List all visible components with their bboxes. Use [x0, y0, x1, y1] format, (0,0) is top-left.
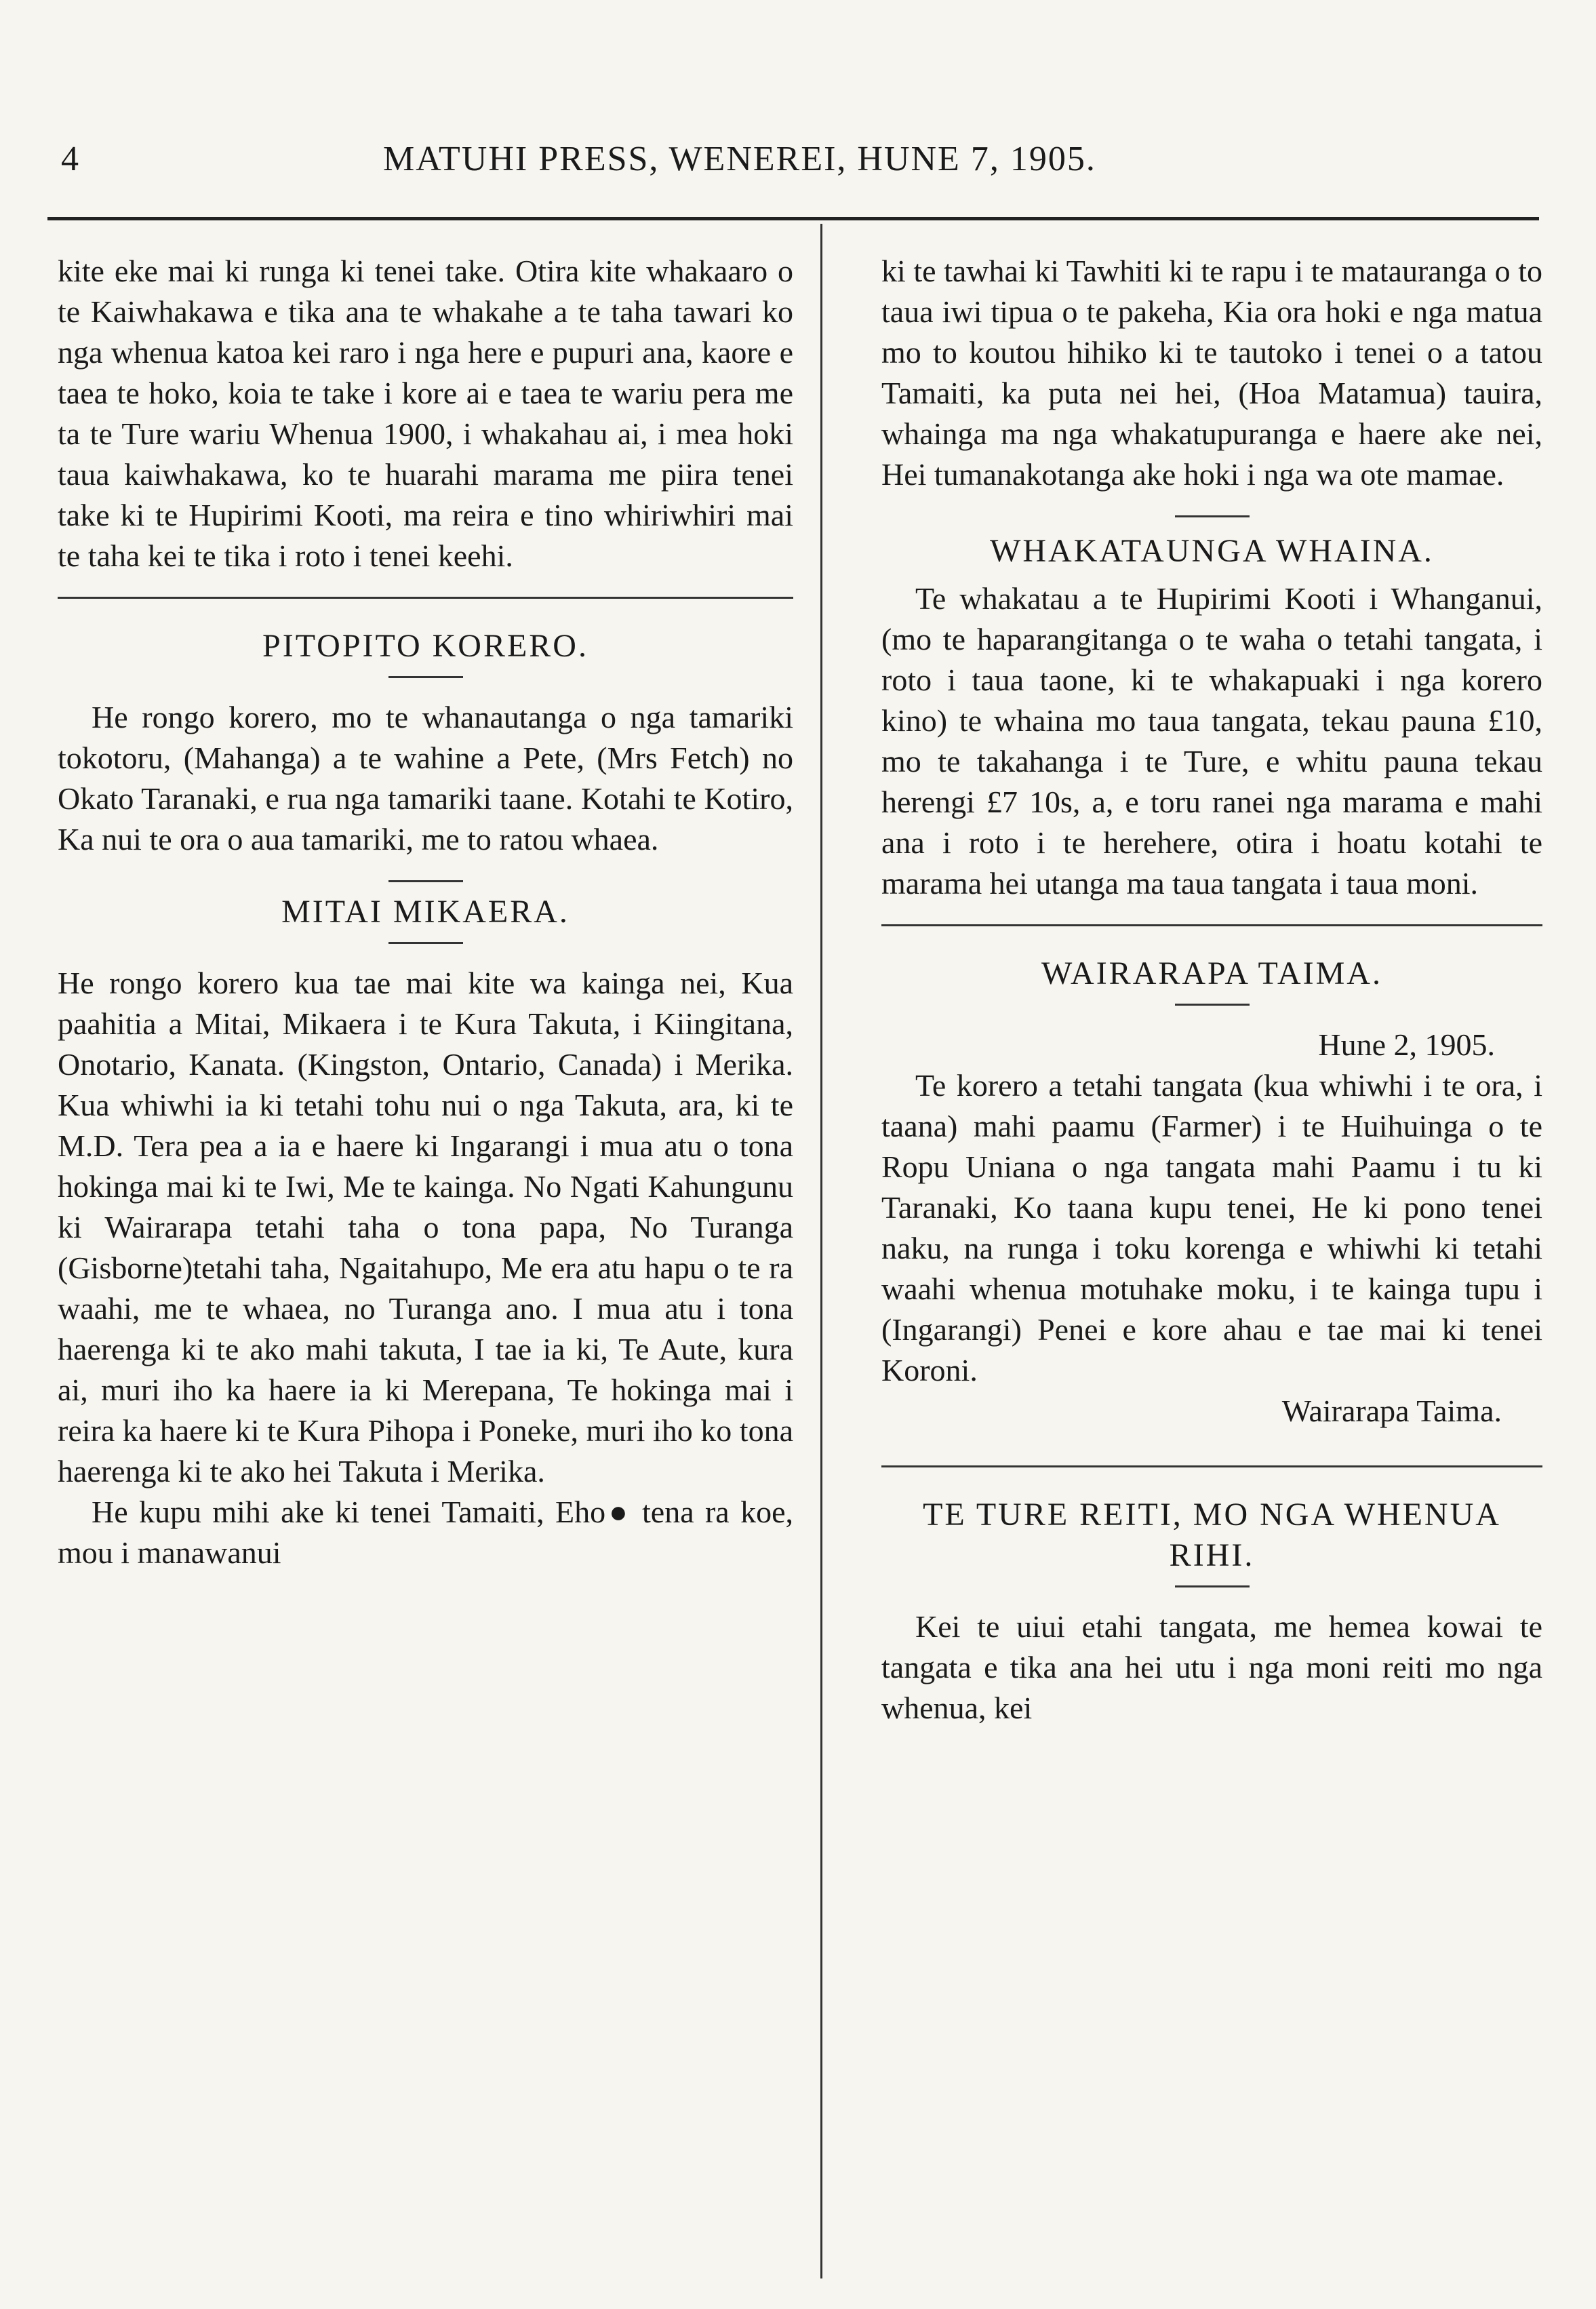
- right-column: [881, 251, 1542, 1729]
- section-heading-whakataunga-whaina: WHAKATAUNGA WHAINA.: [990, 533, 1434, 569]
- page-header: [41, 139, 1539, 193]
- page-number: 4: [61, 140, 80, 178]
- left-intro-paragraph: kite eke mai ki runga ki tenei take. Otira kite whakaaro o te Kaiwhakawa e tika ana te whakahe a te taha tawari ko nga whenua katoa kei raro i nga here e pupuri ana, kaore e taea te hoko, koia te take i kore ai e taea te wariu pera me ta te Ture wariu Whenua 1900, i whakahau ai, i mea hoki taua kaiwhakawa, ko te huarahi marama me piira tenei take ki te Hupirimi Kooti, ma reira e tino whiriwhiri mai te taha kei te tika i roto i tenei keehi.: [58, 254, 793, 573]
- article-paragraph: He rongo korero kua tae mai kite wa kainga nei, Kua paahitia a Mitai, Mikaera i te Kura Takuta, i Kiingitana, Onotario, Kanata. (Kingston, Ontario, Canada) i Merika. Kua whiwhi ia ki tetahi tohu nui o nga Takuta, ara, ki te M.D. Tera pea a ia e haere ki Ingarangi i mua atu o tona hokinga mai ki te Iwi, Me te kainga. No Ngati Kahungunu ki Wairarapa tetahi taha o tona papa, No Turanga (Gisborne)tetahi taha, Ngaitahupo, Me era atu hapu o te ra waahi, me te whaea, no Turanga ano. I mua atu i tona haerenga ki te ako mahi takuta, I tae ia ki, Te Aute, kura ai, muri iho ka haere ia ki Merepana, Te hokinga mai i reira ka haere ki te Kura Pihopa i Poneke, muri iho ko tona haerenga ki te ako hei Takuta i Merika.: [58, 966, 793, 1488]
- right-intro-paragraph: ki te tawhai ki Tawhiti ki te rapu i te matauranga o to taua iwi tipua o te pakeha, Kia ora hoki e nga matua mo to koutou hihiko ki te tautoko i tenei o a tatou Tamaiti, ka puta nei hei, (Hoa Matamua) tauira, whainga ma nga whakatupuranga e haere ake nei, Hei tumanakotanga ake hoki i nga wa ote mamae.: [881, 254, 1542, 492]
- heading-rule: [388, 676, 463, 678]
- article-paragraph: Kei te uiui etahi tangata, me hemea kowai te tangata e tika ana hei utu i nga moni reiti mo nga whenua, kei: [881, 1609, 1542, 1725]
- section-rule: [58, 597, 793, 599]
- left-column: [58, 251, 793, 1573]
- article-paragraph: He rongo korero, mo te whanautanga o nga tamariki tokotoru, (Mahanga) a te wahine a Pete, (Mrs Fetch) no Okato Taranaki, e rua nga tamariki taane. Kotahi te Kotiro, Ka nui te ora o aua tamariki, me to ratou whaea.: [58, 700, 793, 856]
- header-rule: [47, 217, 1539, 220]
- article-signature: Wairarapa Taima.: [1281, 1394, 1502, 1428]
- article-paragraph: Te korero a tetahi tangata (kua whiwhi i te ora, i taana) mahi paamu (Farmer) i te Huihuinga o te Ropu Uniana o nga tangata mahi Paamu i tu ki Taranaki, Ko taana kupu tenei, He ki pono tenei naku, na runga i toku korenga e whiwhi ki tetahi waahi whenua motuhake moku, i te kainga tupu i (Ingarangi) Penei e kore ahau e tae mai ki tenei Koroni.: [881, 1068, 1542, 1387]
- article-paragraph: Te whakatau a te Hupirimi Kooti i Whanganui, (mo te haparangitanga o te waha o tetahi tangata, i roto i taua taone, ki te whakapuaki i nga korero kino) te whaina mo taua tangata, tekau pauna £10, mo te takahanga i te Ture, e whitu pauna tekau herengi £7 10s, a, e toru ranei nga marama e mahi ana i roto i te herehere, otira i hoatu kotahi te marama hei utanga ma taua tangata i taua moni.: [881, 581, 1542, 901]
- section-heading-wairarapa-taima: WAIRARAPA TAIMA.: [1041, 955, 1382, 991]
- section-rule: [881, 924, 1542, 926]
- heading-rule: [388, 942, 463, 944]
- column-divider: [820, 224, 822, 2278]
- article-paragraph: He kupu mihi ake ki tenei Tamaiti, Eho● tena ra koe, mou i manawanui: [58, 1495, 793, 1570]
- section-rule: [1175, 515, 1250, 517]
- section-rule: [881, 1465, 1542, 1467]
- section-rule: [388, 880, 463, 882]
- heading-rule: [1175, 1585, 1250, 1587]
- section-heading-mitai-mikaera: MITAI MIKAERA.: [281, 894, 570, 930]
- masthead-title: MATUHI PRESS, WENEREI, HUNE 7, 1905.: [383, 140, 1096, 178]
- heading-rule: [1175, 1004, 1250, 1006]
- section-heading-pitopito-korero: PITOPITO KORERO.: [262, 628, 588, 664]
- dateline: Hune 2, 1905.: [1318, 1027, 1495, 1062]
- section-heading-te-ture-reiti: TE TURE REITI, MO NGA WHENUA RIHI.: [923, 1497, 1501, 1573]
